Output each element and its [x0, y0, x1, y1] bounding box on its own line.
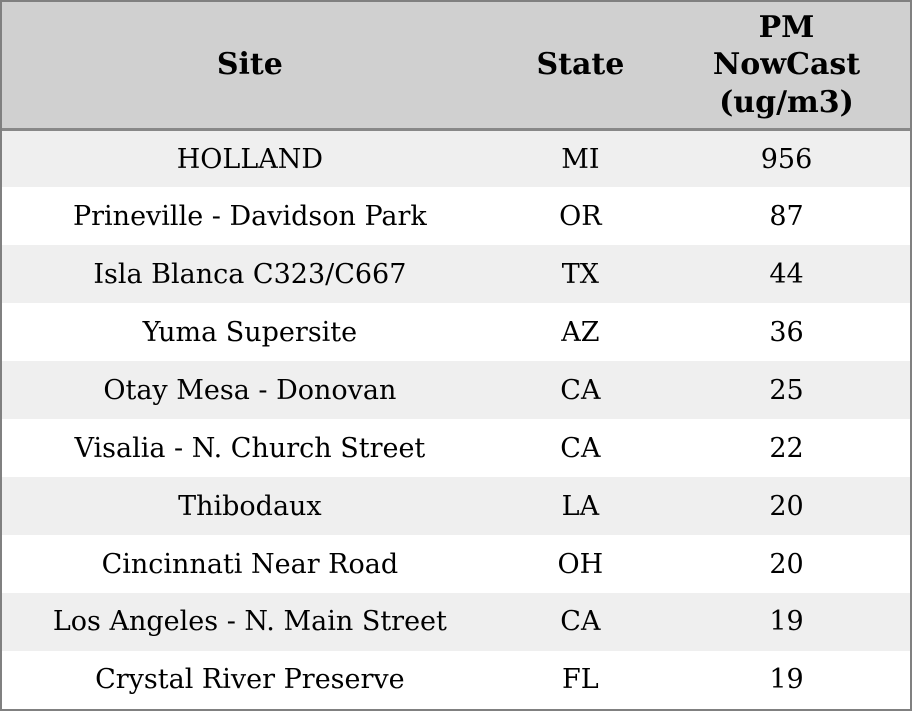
state-cell: AZ [561, 316, 600, 348]
value-cell: 19 [769, 606, 804, 638]
table-row [2, 361, 910, 419]
value-cell: 36 [769, 316, 804, 348]
value-cell: 19 [769, 664, 804, 696]
state-cell: FL [562, 664, 599, 696]
table-row [2, 303, 910, 361]
table-header [2, 2, 910, 130]
site-cell: Yuma Supersite [142, 316, 358, 348]
value-cell: 956 [760, 143, 813, 175]
site-cell: Prineville - Davidson Park [72, 200, 427, 232]
value-cell: 44 [769, 258, 804, 290]
table-row [2, 245, 910, 303]
column-header-pm-nowcast-label: PM NowCast (ug/m3) [712, 9, 861, 120]
site-cell: Otay Mesa - Donovan [103, 374, 397, 406]
state-cell: CA [560, 606, 601, 638]
pm-nowcast-table [2, 2, 910, 709]
state-cell: LA [561, 490, 600, 522]
site-cell: Los Angeles - N. Main Street [52, 606, 447, 638]
state-cell: TX [561, 258, 599, 290]
table-body [2, 130, 910, 710]
header-row [2, 2, 910, 130]
column-header-state: State [498, 2, 663, 130]
site-cell: Isla Blanca C323/C667 [93, 258, 407, 290]
table-row [2, 187, 910, 245]
value-cell: 20 [769, 548, 804, 580]
state-cell: CA [560, 432, 601, 464]
table-row [2, 477, 910, 535]
site-cell: Cincinnati Near Road [101, 548, 399, 580]
site-cell: Crystal River Preserve [95, 664, 405, 696]
value-cell: 87 [769, 200, 804, 232]
column-header-pm-nowcast [663, 2, 910, 130]
table-row [2, 593, 910, 651]
state-cell: OR [559, 200, 602, 232]
site-cell: HOLLAND [176, 143, 324, 175]
state-cell: OH [557, 548, 604, 580]
table-row [2, 535, 910, 593]
site-cell: Thibodaux [178, 490, 322, 522]
value-cell: 25 [769, 374, 804, 406]
table-row [2, 651, 910, 709]
table-row [2, 130, 910, 188]
state-cell: CA [560, 374, 601, 406]
state-cell: MI [561, 143, 600, 175]
value-cell: 20 [769, 490, 804, 522]
table-row [2, 419, 910, 477]
column-header-site: Site [2, 2, 498, 130]
value-cell: 22 [769, 432, 804, 464]
site-cell: Visalia - N. Church Street [74, 432, 426, 464]
